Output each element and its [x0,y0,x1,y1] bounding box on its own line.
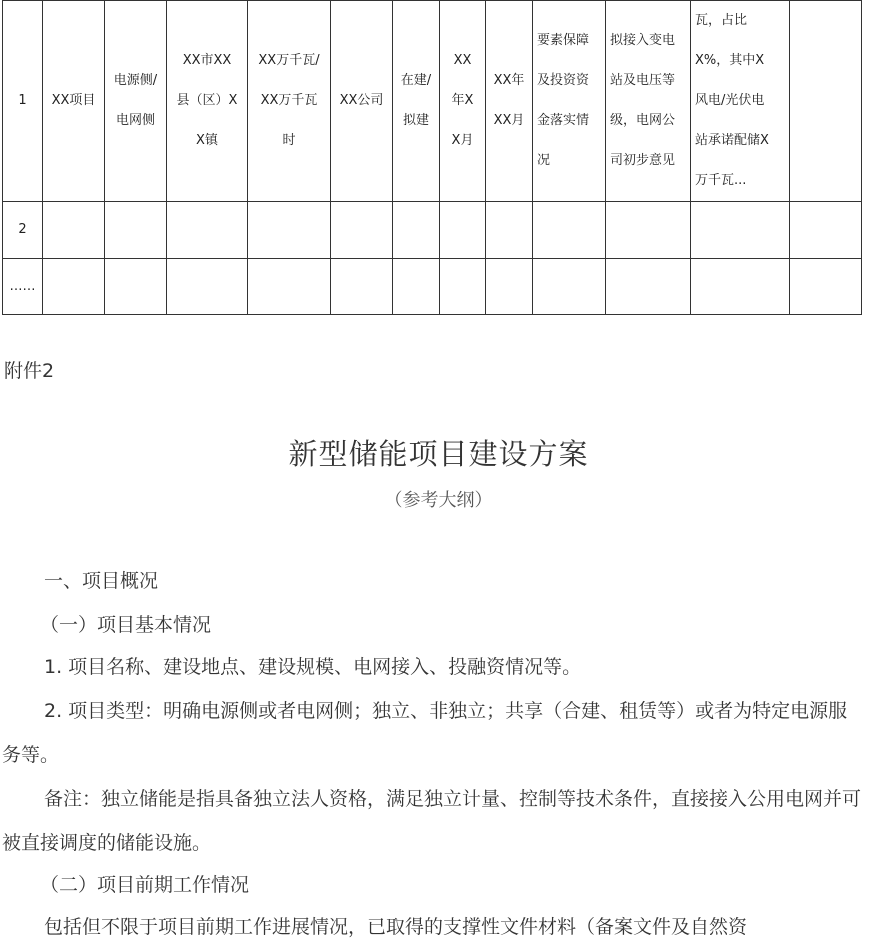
section-heading: 一、项目概况 [44,570,159,592]
cell-factors: 要素保障 及投资资 金落实情 况 [533,1,606,202]
paragraph-preparation: 包括但不限于项目前期工作进展情况，已取得的支撑性文件材料（备案文件及自然资 [44,916,748,938]
document-title: 新型储能项目建设方案 [288,437,589,471]
cell-status: 在建/ 拟建 [393,1,440,202]
cell-project: XX项目 [43,1,105,202]
cell-side: 电源侧/ 电网侧 [105,1,167,202]
paragraph-item-2: 2. 项目类型：明确电源侧或者电网侧；独立、非独立；共享（合建、租赁等）或者为特定电源服务等。 [2,700,848,766]
table-row [3,259,862,315]
project-table [2,0,862,315]
document-subtitle: （参考大纲） [384,490,493,511]
cell-extra [790,1,862,202]
cell-no: …… [3,259,43,315]
cell-no: 1 [3,1,43,202]
attachment-label: 附件2 [4,360,55,382]
cell-finish: XX年 XX月 [486,1,533,202]
cell-no: 2 [3,202,43,259]
table-row [3,202,862,259]
subsection-heading: （一）项目基本情况 [40,614,212,636]
cell-company: XX公司 [331,1,393,202]
cell-location: XX市XX 县（区）X X镇 [167,1,248,202]
paragraph-remark: 备注：独立储能是指具备独立法人资格，满足独立计量、控制等技术条件，直接接入公用电网并可被直接调度的储能设施。 [2,788,862,854]
cell-scale: XX万千瓦/ XX万千瓦 时 [248,1,331,202]
subsection-heading: （二）项目前期工作情况 [40,874,250,896]
table-row [3,1,862,202]
paragraph-item-1: 1. 项目名称、建设地点、建设规模、电网接入、投融资情况等。 [44,656,582,678]
cell-grid-access: 拟接入变电 站及电压等 级，电网公 司初步意见 [606,1,691,202]
cell-start: XX 年X X月 [440,1,486,202]
cell-note: 瓦，占比 X%，其中X 风电/光伏电 站承诺配储X 万千瓦... [691,1,790,202]
